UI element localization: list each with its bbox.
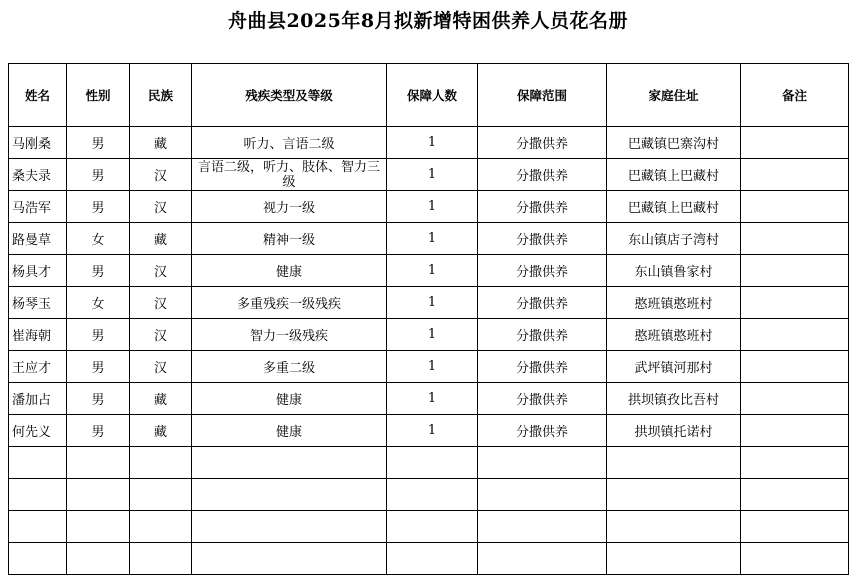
empty-cell [192,511,387,543]
table-row [9,159,849,191]
empty-cell [387,511,478,543]
cell-disability-text: 言语二级，听力、肢体、智力三级 [197,159,380,190]
table-row [9,255,849,287]
cell-count: 1 [387,319,478,351]
empty-cell [478,543,607,575]
table-row [9,127,849,159]
table-row [9,191,849,223]
empty-cell [387,479,478,511]
empty-cell [130,479,192,511]
empty-cell [192,447,387,479]
cell-scope: 分撒供养 [478,287,607,319]
empty-table-row [9,447,849,479]
cell-note [741,255,849,287]
cell-address: 巴藏镇上巴藏村 [607,191,741,223]
cell-name: 何先义 [9,415,67,447]
cell-count: 1 [387,159,478,191]
cell-scope: 分撒供养 [478,383,607,415]
roster-table [8,63,849,575]
cell-name: 马刚桑 [9,127,67,159]
cell-address: 巴藏镇巴寨沟村 [607,127,741,159]
table-row [9,351,849,383]
cell-disability: 健康 [192,415,387,447]
header-name: 姓名 [9,64,67,127]
cell-count: 1 [387,127,478,159]
cell-disability [192,159,387,191]
cell-name: 王应才 [9,351,67,383]
cell-disability: 智力一级残疾 [192,319,387,351]
cell-ethnicity: 汉 [130,159,192,191]
cell-scope: 分撒供养 [478,415,607,447]
cell-address: 憨班镇憨班村 [607,319,741,351]
empty-cell [130,447,192,479]
cell-scope: 分撒供养 [478,255,607,287]
page-title: 舟曲县2025年8月拟新增特困供养人员花名册 [227,10,629,32]
table-row [9,383,849,415]
roster-body [9,127,849,575]
cell-count: 1 [387,223,478,255]
cell-address: 拱坝镇托诺村 [607,415,741,447]
cell-scope: 分撒供养 [478,127,607,159]
cell-ethnicity: 藏 [130,127,192,159]
cell-scope: 分撒供养 [478,191,607,223]
empty-cell [130,543,192,575]
cell-ethnicity: 汉 [130,351,192,383]
cell-disability: 健康 [192,383,387,415]
empty-cell [387,543,478,575]
cell-disability: 听力、言语二级 [192,127,387,159]
cell-name: 路曼草 [9,223,67,255]
cell-gender: 男 [67,383,130,415]
empty-cell [607,447,741,479]
cell-scope: 分撒供养 [478,351,607,383]
cell-note [741,319,849,351]
cell-ethnicity: 汉 [130,287,192,319]
empty-cell [67,543,130,575]
cell-disability: 多重二级 [192,351,387,383]
cell-scope: 分撒供养 [478,319,607,351]
cell-disability: 视力一级 [192,191,387,223]
cell-name: 马浩军 [9,191,67,223]
cell-address: 巴藏镇上巴藏村 [607,159,741,191]
cell-note [741,287,849,319]
empty-cell [387,447,478,479]
cell-count: 1 [387,351,478,383]
cell-gender: 男 [67,255,130,287]
cell-scope: 分撒供养 [478,223,607,255]
cell-note [741,351,849,383]
empty-table-row [9,543,849,575]
empty-cell [741,447,849,479]
empty-cell [741,479,849,511]
empty-cell [9,447,67,479]
empty-cell [67,511,130,543]
header-address: 家庭住址 [607,64,741,127]
cell-name: 潘加占 [9,383,67,415]
empty-cell [741,543,849,575]
cell-name: 桑夫录 [9,159,67,191]
header-row [9,64,849,127]
cell-note [741,415,849,447]
empty-cell [9,511,67,543]
empty-cell [478,479,607,511]
empty-cell [607,543,741,575]
cell-gender: 女 [67,287,130,319]
cell-address: 憨班镇憨班村 [607,287,741,319]
cell-disability: 精神一级 [192,223,387,255]
cell-note [741,127,849,159]
cell-gender: 男 [67,159,130,191]
cell-gender: 男 [67,127,130,159]
empty-cell [130,511,192,543]
cell-note [741,159,849,191]
empty-cell [478,447,607,479]
cell-gender: 女 [67,223,130,255]
cell-scope: 分撒供养 [478,159,607,191]
table-row [9,287,849,319]
cell-count: 1 [387,191,478,223]
empty-table-row [9,511,849,543]
header-note: 备注 [741,64,849,127]
cell-disability: 多重残疾一级残疾 [192,287,387,319]
table-row [9,319,849,351]
header-gender: 性别 [67,64,130,127]
cell-disability: 健康 [192,255,387,287]
empty-cell [607,511,741,543]
cell-count: 1 [387,383,478,415]
cell-gender: 男 [67,319,130,351]
empty-table-row [9,479,849,511]
cell-ethnicity: 汉 [130,319,192,351]
empty-cell [478,511,607,543]
cell-name: 杨琴玉 [9,287,67,319]
cell-count: 1 [387,287,478,319]
empty-cell [9,479,67,511]
header-scope: 保障范围 [478,64,607,127]
empty-cell [192,543,387,575]
cell-gender: 男 [67,191,130,223]
header-ethnicity: 民族 [130,64,192,127]
cell-ethnicity: 藏 [130,415,192,447]
empty-cell [9,543,67,575]
cell-address: 东山镇鲁家村 [607,255,741,287]
cell-gender: 男 [67,415,130,447]
empty-cell [192,479,387,511]
cell-address: 东山镇店子湾村 [607,223,741,255]
empty-cell [67,447,130,479]
cell-count: 1 [387,415,478,447]
header-disability: 残疾类型及等级 [192,64,387,127]
cell-ethnicity: 汉 [130,191,192,223]
cell-note [741,383,849,415]
cell-address: 武坪镇河那村 [607,351,741,383]
cell-ethnicity: 藏 [130,223,192,255]
cell-ethnicity: 藏 [130,383,192,415]
table-row [9,223,849,255]
cell-name: 崔海朝 [9,319,67,351]
table-row [9,415,849,447]
cell-count: 1 [387,255,478,287]
empty-cell [607,479,741,511]
cell-address: 拱坝镇孜比吾村 [607,383,741,415]
empty-cell [67,479,130,511]
cell-ethnicity: 汉 [130,255,192,287]
header-count: 保障人数 [387,64,478,127]
empty-cell [741,511,849,543]
cell-note [741,191,849,223]
cell-name: 杨具才 [9,255,67,287]
cell-gender: 男 [67,351,130,383]
cell-note [741,223,849,255]
